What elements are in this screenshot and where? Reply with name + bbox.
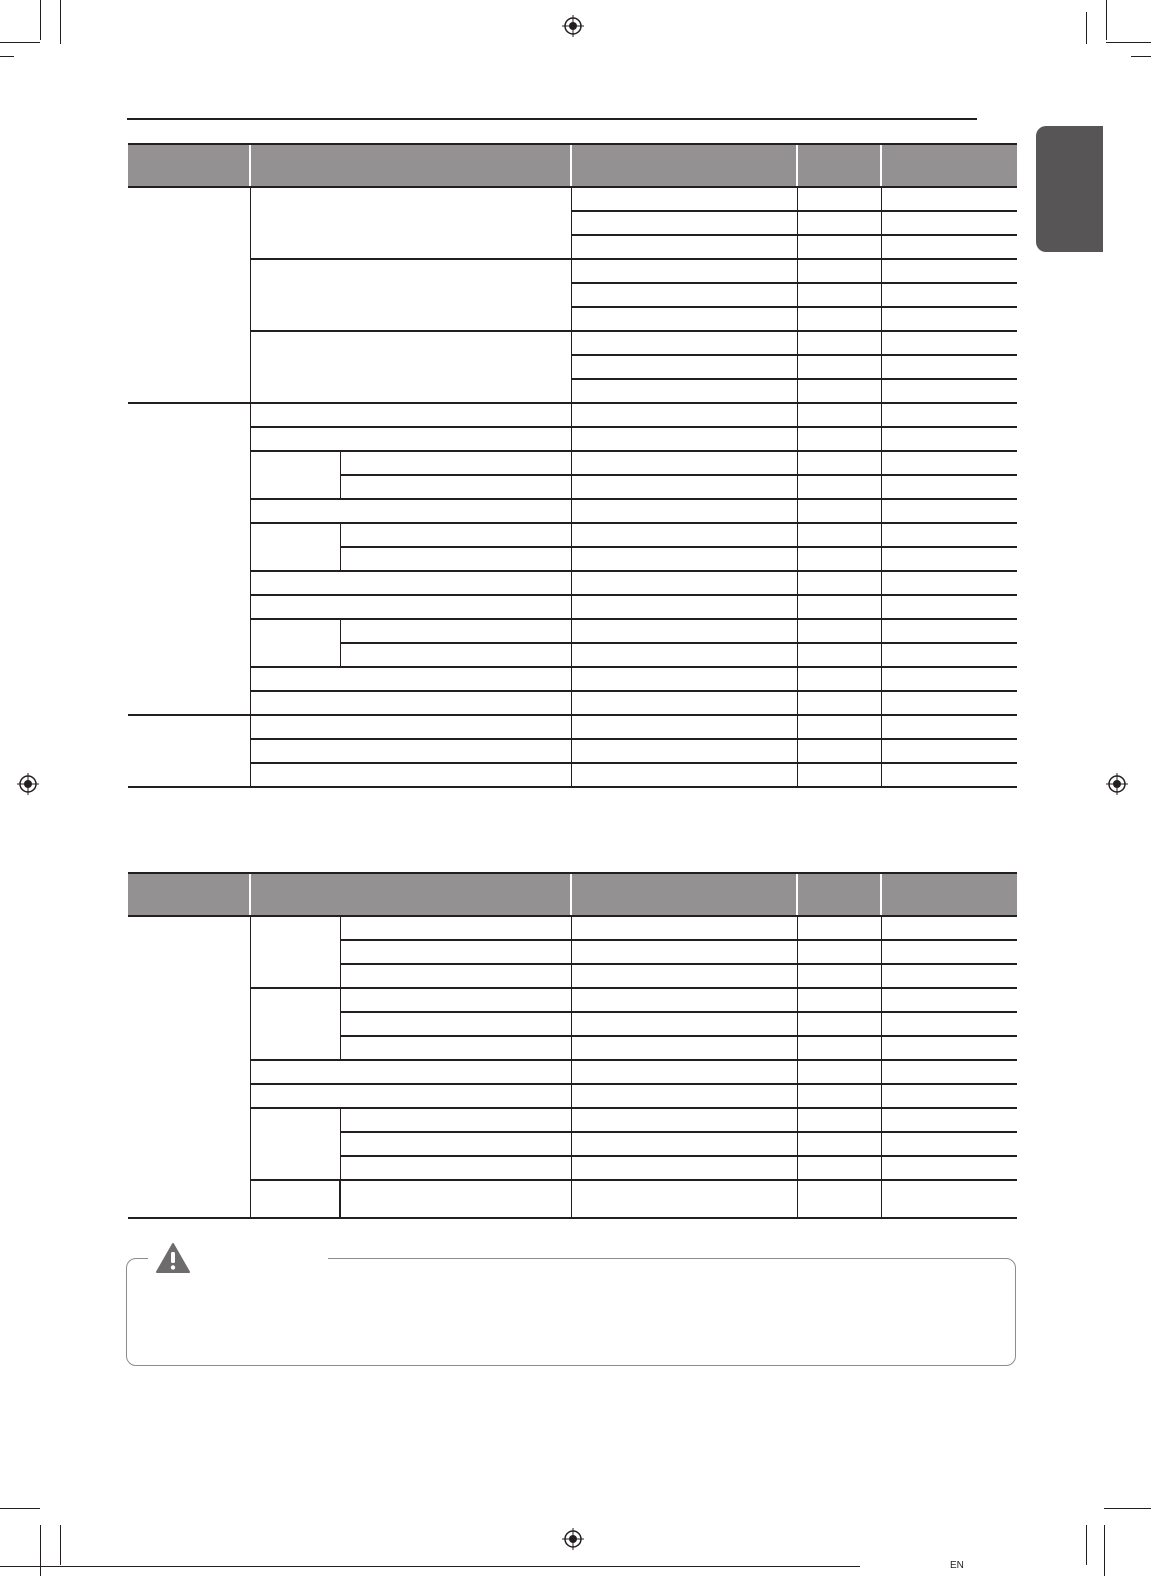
registration-mark-bottom-icon: [562, 1528, 584, 1550]
table-cell: [797, 916, 881, 940]
table-cell: [250, 331, 571, 403]
table-cell: [797, 1012, 881, 1036]
table-cell: [340, 547, 571, 571]
table-cell: [797, 187, 881, 211]
table-cell: [797, 499, 881, 523]
table-row: [128, 763, 1017, 787]
table-row: [128, 523, 1017, 547]
table-cell: [881, 331, 1017, 355]
table-cell: [571, 571, 797, 595]
table-cell: [571, 1060, 797, 1084]
table-cell: [250, 1084, 571, 1108]
table-cell: [250, 595, 571, 619]
table-row: [128, 739, 1017, 763]
table-cell: [571, 475, 797, 499]
table-cell: [250, 571, 571, 595]
table-cell: [250, 1180, 340, 1218]
table-header-cell: [881, 873, 1017, 916]
table-cell: [797, 667, 881, 691]
table-cell: [571, 691, 797, 715]
table-cell: [340, 1108, 571, 1132]
table-cell: [571, 643, 797, 667]
table-cell: [250, 667, 571, 691]
table-cell: [340, 523, 571, 547]
table-cell: [881, 523, 1017, 547]
table-cell: [340, 475, 571, 499]
table-cell: [571, 595, 797, 619]
table-cell: [571, 964, 797, 988]
table-cell: [571, 307, 797, 331]
table-cell: [797, 715, 881, 739]
table-cell: [571, 715, 797, 739]
table-cell: [571, 916, 797, 940]
table-row: [128, 715, 1017, 739]
table-cell: [128, 403, 250, 715]
table-cell: [571, 1036, 797, 1060]
table-cell: [571, 499, 797, 523]
table-cell: [571, 1108, 797, 1132]
table-cell: [881, 1108, 1017, 1132]
table-cell: [250, 403, 571, 427]
table-cell: [881, 691, 1017, 715]
table-cell: [881, 1180, 1017, 1218]
table-cell: [881, 1156, 1017, 1180]
table-cell: [797, 1180, 881, 1218]
table-cell: [797, 1060, 881, 1084]
table-cell: [797, 988, 881, 1012]
table-header-cell: [797, 144, 881, 187]
table-cell: [797, 739, 881, 763]
table-cell: [250, 187, 571, 259]
table-cell: [571, 1084, 797, 1108]
table-cell: [571, 523, 797, 547]
table-cell: [571, 187, 797, 211]
table-header-row: [128, 873, 1017, 916]
table-cell: [881, 211, 1017, 235]
table-cell: [797, 475, 881, 499]
table-header-cell: [797, 873, 881, 916]
table-row: [128, 595, 1017, 619]
table-cell: [340, 1012, 571, 1036]
table-cell: [340, 643, 571, 667]
table-header-cell: [571, 144, 797, 187]
table-cell: [571, 619, 797, 643]
table-cell: [571, 1132, 797, 1156]
table-cell: [797, 643, 881, 667]
table-cell: [797, 1036, 881, 1060]
table-cell: [571, 331, 797, 355]
table-cell: [571, 667, 797, 691]
table-cell: [881, 1084, 1017, 1108]
table-cell: [340, 1036, 571, 1060]
table-cell: [881, 715, 1017, 739]
table-cell: [571, 763, 797, 787]
table-cell: [340, 1180, 571, 1218]
table-cell: [571, 739, 797, 763]
table-cell: [797, 331, 881, 355]
table-cell: [340, 988, 571, 1012]
table-cell: [881, 1012, 1017, 1036]
table-cell: [881, 451, 1017, 475]
table-cell: [797, 691, 881, 715]
table-row: [128, 403, 1017, 427]
table-row: [128, 1180, 1017, 1218]
table-cell: [571, 379, 797, 403]
table-row: [128, 916, 1017, 940]
table-cell: [881, 619, 1017, 643]
caution-box: [126, 1258, 1016, 1366]
table-row: [128, 187, 1017, 211]
table-cell: [250, 739, 571, 763]
table-cell: [881, 499, 1017, 523]
table-cell: [881, 1036, 1017, 1060]
table-cell: [340, 1132, 571, 1156]
table-row: [128, 571, 1017, 595]
registration-mark-right-icon: [1106, 773, 1128, 795]
table-cell: [250, 499, 571, 523]
table-cell: [797, 259, 881, 283]
table-cell: [881, 739, 1017, 763]
table-cell: [797, 451, 881, 475]
registration-mark-left-icon: [17, 773, 39, 795]
table-cell: [250, 427, 571, 451]
table-row: [128, 691, 1017, 715]
table-cell: [571, 547, 797, 571]
table-cell: [250, 1060, 571, 1084]
warning-triangle-icon: [155, 1242, 191, 1274]
table-header-row: [128, 144, 1017, 187]
table-cell: [797, 1156, 881, 1180]
table-cell: [881, 379, 1017, 403]
table-cell: [881, 988, 1017, 1012]
table-cell: [128, 916, 250, 1218]
table-cell: [571, 403, 797, 427]
table-cell: [797, 595, 881, 619]
table-cell: [250, 1108, 340, 1180]
table-cell: [797, 571, 881, 595]
table-cell: [797, 355, 881, 379]
table-cell: [250, 763, 571, 787]
table-cell: [571, 988, 797, 1012]
table-row: [128, 1060, 1017, 1084]
table-cell: [881, 307, 1017, 331]
table-cell: [881, 427, 1017, 451]
table-cell: [881, 571, 1017, 595]
table-cell: [340, 451, 571, 475]
table-cell: [797, 235, 881, 259]
table-cell: [797, 1132, 881, 1156]
table-header-cell: [128, 144, 250, 187]
table-cell: [881, 475, 1017, 499]
table-cell: [881, 595, 1017, 619]
table-cell: [797, 379, 881, 403]
table-cell: [250, 523, 340, 571]
table-cell: [250, 259, 571, 331]
table-header-cell: [128, 873, 250, 916]
table-cell: [881, 667, 1017, 691]
table-cell: [571, 451, 797, 475]
table-cell: [340, 619, 571, 643]
table-header-cell: [571, 873, 797, 916]
table-cell: [128, 715, 250, 787]
table-row: [128, 1108, 1017, 1132]
table-cell: [340, 1156, 571, 1180]
table-header-cell: [250, 144, 571, 187]
table-row: [128, 331, 1017, 355]
table-cell: [250, 619, 340, 667]
table-cell: [797, 964, 881, 988]
table-row: [128, 988, 1017, 1012]
table-cell: [571, 1012, 797, 1036]
table-cell: [571, 427, 797, 451]
footer-page-label: EN: [950, 1560, 964, 1571]
table-cell: [340, 964, 571, 988]
language-side-tab: [1036, 126, 1103, 252]
table-cell: [797, 427, 881, 451]
table-cell: [797, 211, 881, 235]
table-cell: [881, 916, 1017, 940]
table-cell: [797, 1108, 881, 1132]
table-cell: [881, 763, 1017, 787]
bottom-trim-line: [0, 1566, 860, 1567]
table-cell: [340, 940, 571, 964]
table-header-cell: [881, 144, 1017, 187]
table-cell: [881, 964, 1017, 988]
table-cell: [250, 988, 340, 1060]
table-cell: [797, 523, 881, 547]
table-cell: [128, 187, 250, 403]
table-cell: [881, 355, 1017, 379]
table-row: [128, 451, 1017, 475]
table-cell: [797, 763, 881, 787]
spec-table-1: [128, 143, 1017, 788]
table-cell: [571, 940, 797, 964]
table-cell: [881, 1060, 1017, 1084]
table-cell: [881, 643, 1017, 667]
page-title-rule: [127, 118, 977, 120]
registration-mark-top-icon: [562, 15, 584, 37]
table-cell: [797, 619, 881, 643]
table-cell: [571, 1156, 797, 1180]
spec-table-2: [128, 872, 1017, 1219]
table-cell: [797, 307, 881, 331]
table-cell: [881, 235, 1017, 259]
table-row: [128, 619, 1017, 643]
table-cell: [881, 187, 1017, 211]
table-cell: [797, 1084, 881, 1108]
table-cell: [250, 916, 340, 988]
table-row: [128, 427, 1017, 451]
table-cell: [881, 403, 1017, 427]
table-row: [128, 499, 1017, 523]
table-cell: [797, 283, 881, 307]
table-row: [128, 259, 1017, 283]
table-cell: [250, 715, 571, 739]
table-header-cell: [250, 873, 571, 916]
table-cell: [571, 355, 797, 379]
table-row: [128, 1084, 1017, 1108]
table-cell: [881, 1132, 1017, 1156]
table-cell: [881, 940, 1017, 964]
table-cell: [881, 259, 1017, 283]
table-cell: [571, 259, 797, 283]
table-cell: [797, 403, 881, 427]
table-cell: [881, 547, 1017, 571]
table-cell: [571, 1180, 797, 1218]
table-cell: [571, 211, 797, 235]
table-cell: [571, 235, 797, 259]
table-cell: [250, 451, 340, 499]
table-cell: [340, 916, 571, 940]
table-cell: [797, 940, 881, 964]
table-row: [128, 667, 1017, 691]
table-cell: [250, 691, 571, 715]
table-cell: [571, 283, 797, 307]
table-cell: [797, 547, 881, 571]
table-cell: [881, 283, 1017, 307]
